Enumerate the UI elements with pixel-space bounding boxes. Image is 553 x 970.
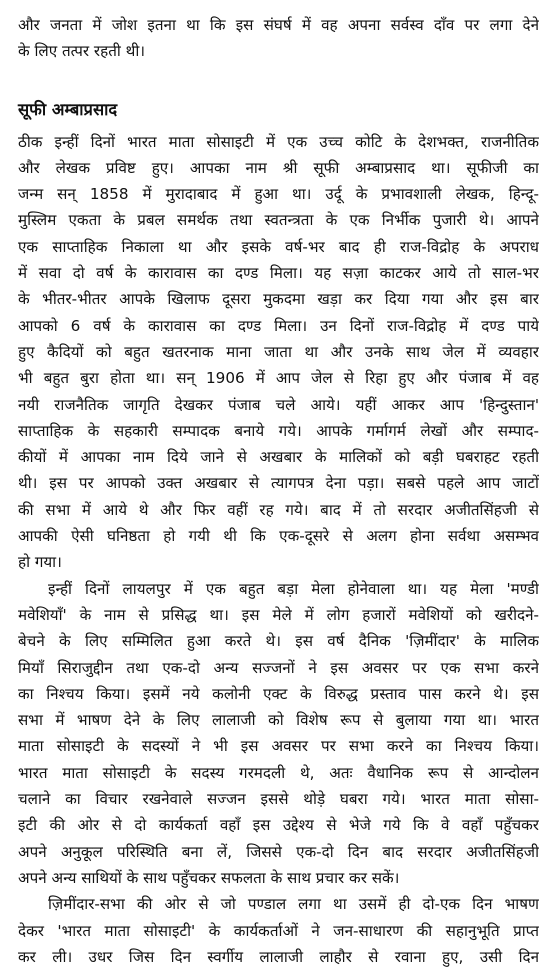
text-line: एक साप्ताहिक निकाला था और इसके वर्ष-भर बाद ही राज-विद्रोह के अपराध	[18, 237, 539, 256]
text-line: कीयों में आपका नाम दिये जाने से अखबार के मालिकों को बड़ी घबराहट रहती	[18, 448, 539, 467]
text-line: के लिए तत्पर रहती थी।	[18, 42, 146, 61]
text-line: नयी राजनैतिक जागृति देखकर पंजाब चले आये। यहीं आकर आप 'हिन्दुस्तान'	[18, 395, 539, 414]
text-line: बेचने के लिए सम्मिलित हुआ करते थे। इस वर्ष दैनिक 'ज़िमींदार' के मालिक	[18, 632, 539, 651]
text-line: ठीक इन्हीं दिनों भारत माता सोसाइटी में एक उच्च कोटि के देशभक्त, राजनीतिक	[18, 132, 539, 151]
text-line: हुए कैदियों को बहुत खतरनाक माना जाता था और उनके साथ जेल में व्यवहार	[18, 342, 539, 361]
text-line: इन्हीं दिनों लायलपुर में एक बहुत बड़ा मेला होनेवाला था। यह मेला 'मण्डी	[48, 579, 539, 598]
text-line: का निश्चय किया। इसमें नये कलोनी एक्ट के विरुद्ध प्रस्ताव पास करने थे। इस	[18, 684, 539, 703]
text-line: भी बहुत बुरा होता था। सन् 1906 में आप जेल से रिहा हुए और पंजाब में वह	[18, 369, 539, 388]
text-line: हो गया।	[18, 553, 62, 572]
text-line: अपने अन्य साथियों के साथ पहुँचकर सफलता के साथ प्रचार कर सकें।	[18, 868, 400, 887]
section-heading: सूफी अम्बाप्रसाद	[18, 99, 118, 119]
paragraph-3	[18, 891, 539, 970]
text-line: आपकी ऐसी घनिष्ठता हो गयी थी कि एक-दूसरे से अलग होना सर्वथा असम्भव	[18, 527, 539, 546]
text-line: माता सोसाइटी के सदस्यों ने भी इस अवसर पर सभा करने का निश्चय किया।	[18, 737, 539, 756]
text-line: साप्ताहिक के सहकारी सम्पादक बनाये गये। आपके गर्मागर्म लेखों और सम्पाद-	[18, 421, 539, 440]
text-line: मवेशियाँ' के नाम से प्रसिद्ध था। इस मेले में लोग हजारों मवेशियों को खरीदने-	[18, 605, 539, 624]
text-line: कर ली। उधर जिस दिन स्वर्गीय लालाजी लाहौर से रवाना हुए, उसी दिन	[18, 947, 539, 966]
text-line: और लेखक प्रविष्ट हुए। आपका नाम श्री सूफी अम्बाप्रसाद था। सूफीजी का	[18, 158, 539, 177]
intro-text	[18, 12, 539, 65]
text-line: देकर 'भारत माता सोसाइटी' के कार्यकर्ताओं ने जन-साधारण की सहानुभूति प्राप्त	[18, 921, 539, 940]
text-line: ज़िमींदार-सभा की ओर से जो पण्डाल लगा था उसमें ही दो-एक दिन भाषण	[48, 895, 539, 914]
text-line: की सभा में आये थे और फिर वहीं रह गये। बाद में तो सरदार अजीतसिंहजी से	[18, 500, 539, 519]
text-line: मियाँ सिराजुद्दीन तथा एक-दो अन्य सज्जनों ने इस अवसर पर एक सभा करने	[18, 658, 539, 677]
text-line: भारत माता सोसाइटी के सदस्य गरमदली थे, अतः वैधानिक रूप से आन्दोलन	[18, 763, 539, 782]
text-line: जन्म सन् 1858 में मुरादाबाद में हुआ था। उर्दू के प्रभावशाली लेखक, हिन्दू-	[18, 185, 539, 204]
paragraph-2	[18, 576, 539, 892]
text-line: इटी की ओर से दो कार्यकर्ता वहाँ इस उद्देश्य से भेजे गये कि वे वहाँ पहुँचकर	[18, 816, 539, 835]
text-line: चलाने का विचार रखनेवाले सज्जन इससे थोड़े घबरा गये। भारत माता सोसा-	[18, 790, 539, 809]
text-line: में सवा दो वर्ष के कारावास का दण्ड मिला। यह सज़ा काटकर आये तो साल-भर	[18, 264, 539, 283]
paragraph-1	[18, 129, 539, 576]
text-line: के भीतर-भीतर आपके खिलाफ दूसरा मुकदमा खड़ा कर दिया गया और इस बार	[18, 290, 539, 309]
text-line: सभा में भाषण देने के लिए लालाजी को विशेष रूप से बुलाया गया था। भारत	[18, 711, 539, 730]
text-line: अपने अनुकूल परिस्थिति बना लें, जिससे एक-दो दिन बाद सरदार अजीतसिंहजी	[18, 842, 539, 861]
text-line: और जनता में जोश इतना था कि इस संघर्ष में वह अपना सर्वस्व दाँव पर लगा देने	[18, 16, 539, 34]
text-line: आपको 6 वर्ष के कारावास का दण्ड मिला। उन दिनों राज-विद्रोह में दण्ड पाये	[18, 316, 539, 335]
text-line: थी। इस पर आपको उक्त अखबार से त्यागपत्र देना पड़ा। सबसे पहले आप जाटों	[18, 474, 539, 493]
text-line: मुस्लिम एकता के प्रबल समर्थक तथा स्वतन्त्रता के एक निर्भीक पुजारी थे। आपने	[18, 211, 539, 230]
